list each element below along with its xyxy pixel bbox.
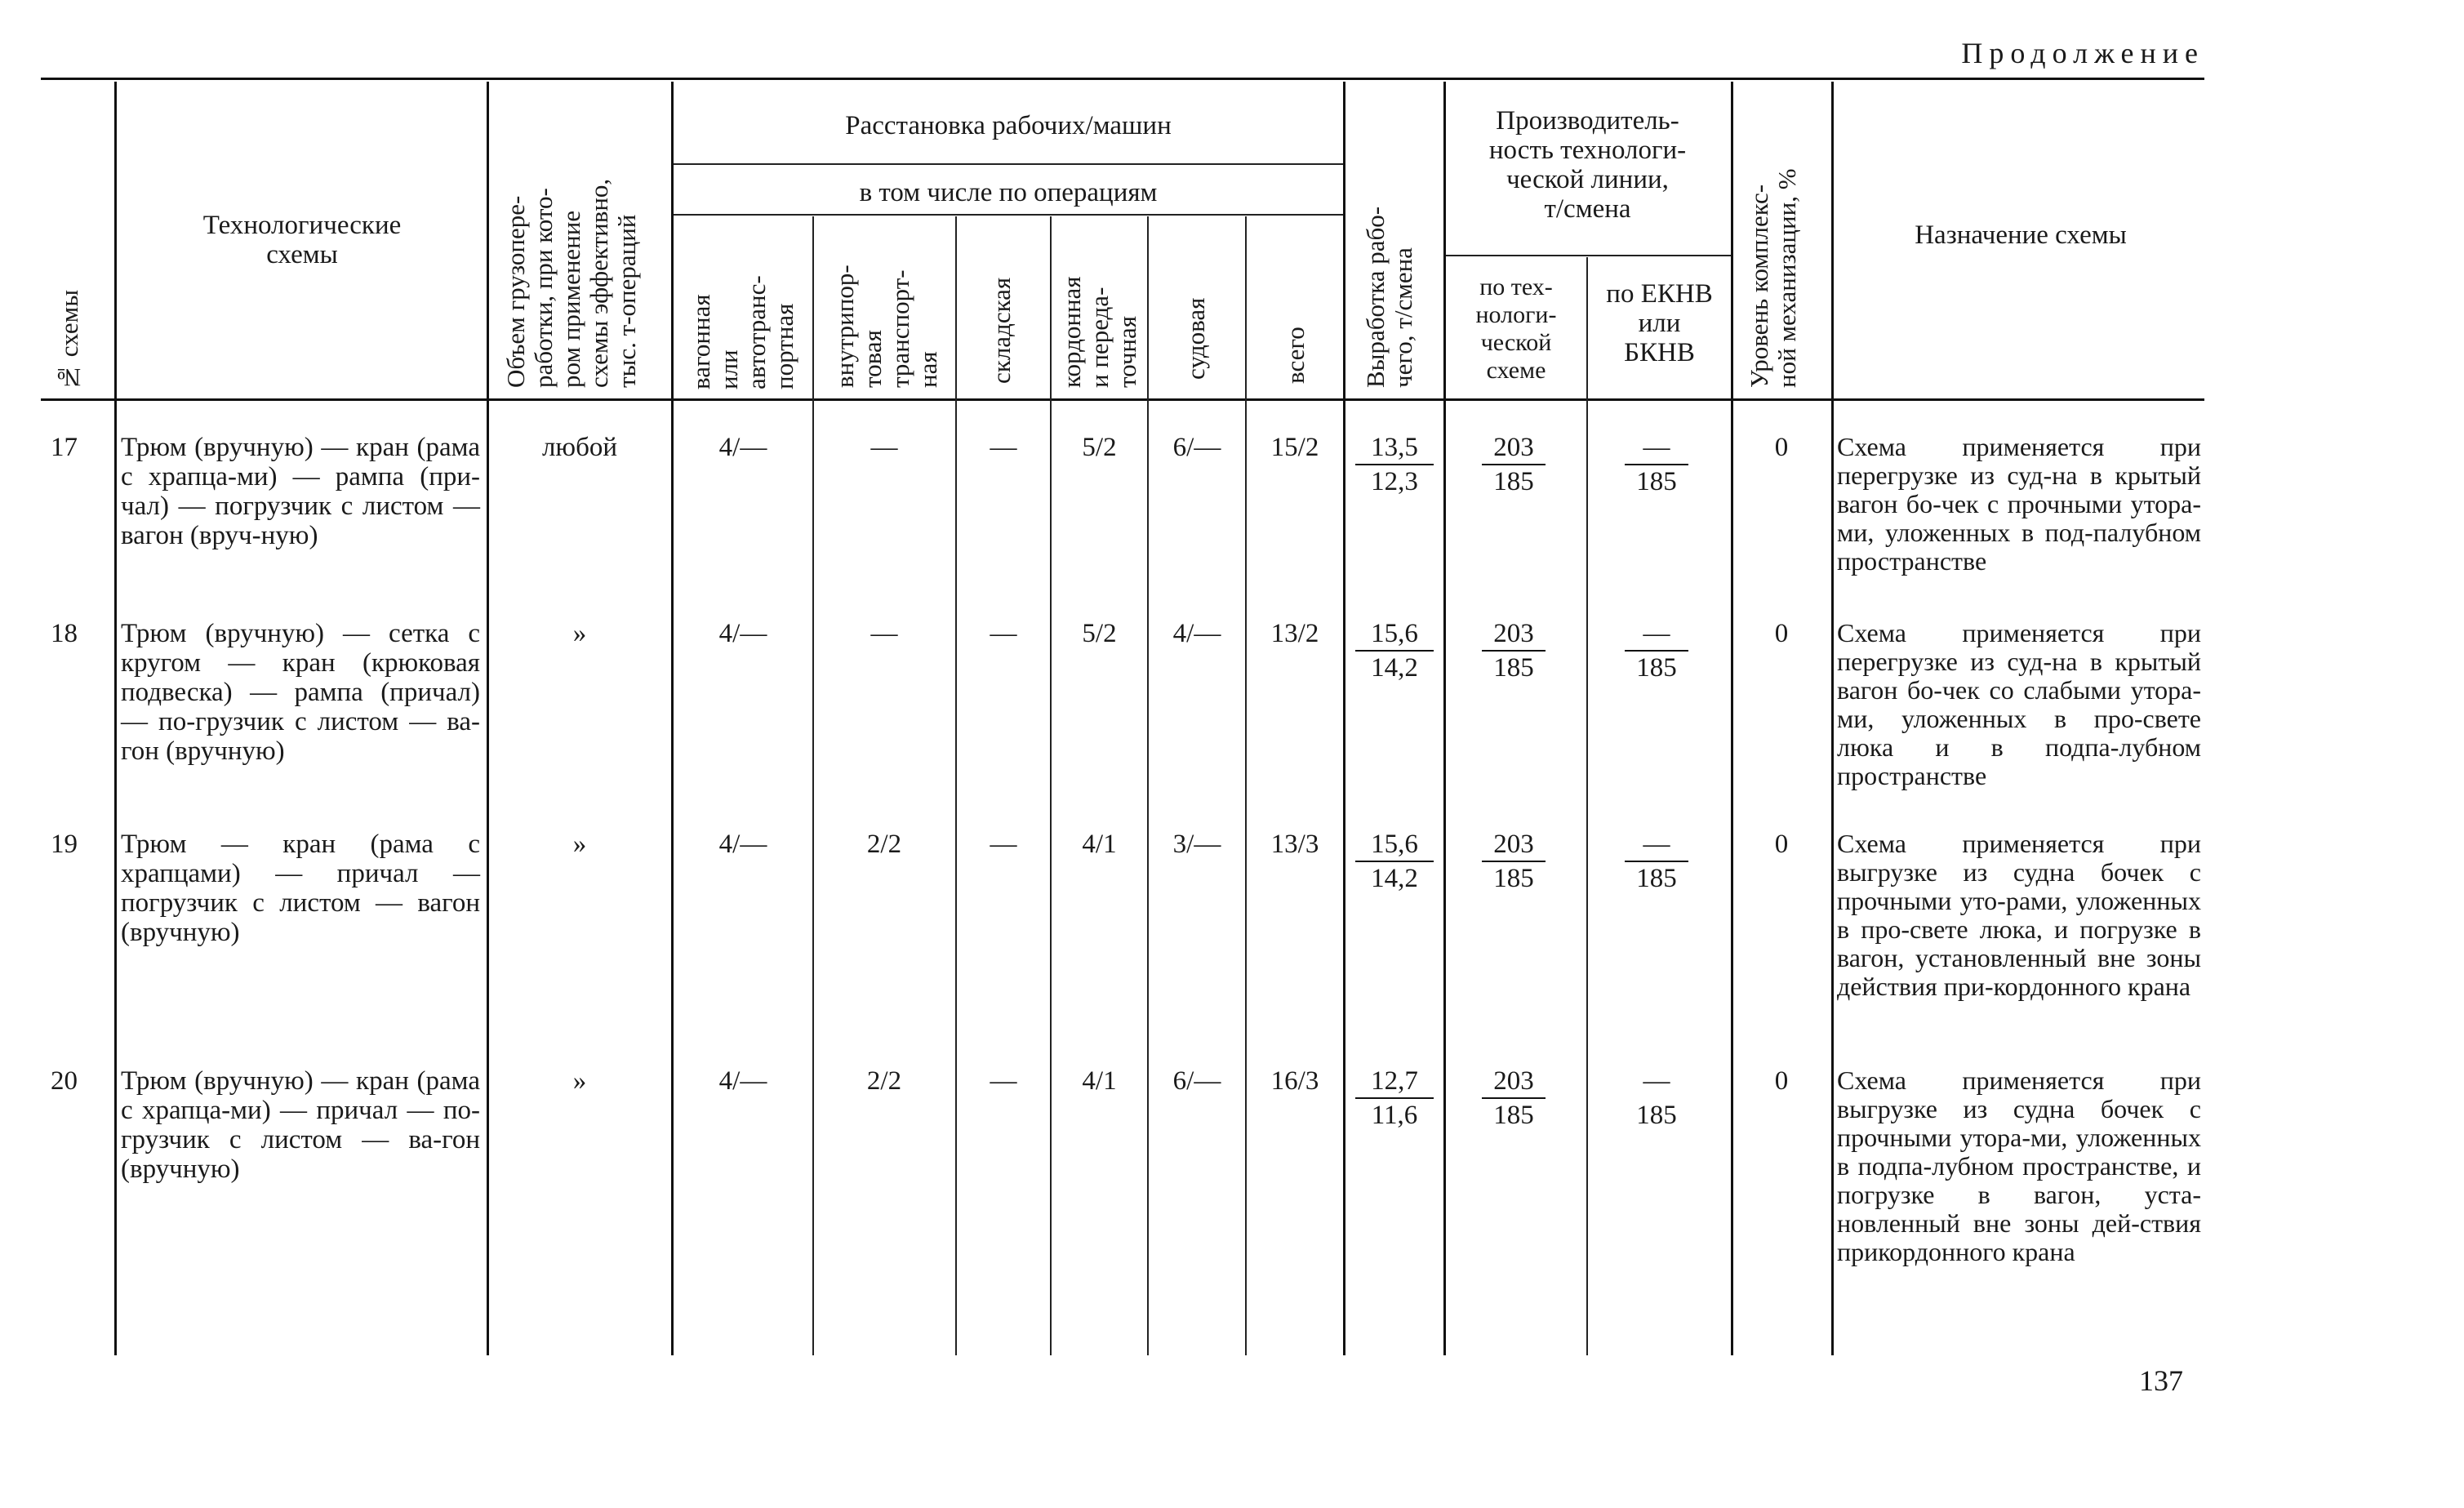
row-mech: 0 bbox=[1774, 433, 1789, 462]
row-internal: 2/2 bbox=[866, 830, 902, 859]
row-scheme: Трюм — кран (рама с храпцами) — причал — погрузчик с листом — вагон (вручную) bbox=[121, 830, 480, 947]
col-rule bbox=[1050, 216, 1052, 1355]
productivity-bottom: 185 bbox=[1493, 467, 1534, 496]
row-wagon: 4/— bbox=[718, 830, 767, 859]
row-internal: — bbox=[870, 619, 898, 648]
row-productivity bbox=[1482, 828, 1546, 895]
header-mech-level: Уровень комплекс- ной механизации, % bbox=[1745, 168, 1801, 388]
row-ekhv bbox=[1625, 431, 1688, 498]
ekhv-bottom: 185 bbox=[1636, 467, 1677, 496]
row-productivity bbox=[1482, 1065, 1546, 1132]
row-total: 15/2 bbox=[1270, 433, 1319, 462]
row-warehouse: — bbox=[990, 1066, 1017, 1096]
col-rule bbox=[812, 216, 814, 1355]
col-rule bbox=[955, 216, 957, 1355]
row-cordon: 5/2 bbox=[1082, 433, 1117, 462]
row-wagon: 4/— bbox=[718, 433, 767, 462]
header-by-ekhv: по ЕКНВ или БКНВ bbox=[1606, 279, 1713, 367]
row-ship: 6/— bbox=[1172, 433, 1221, 462]
productivity-bottom: 185 bbox=[1493, 864, 1534, 893]
operations-subrule bbox=[674, 214, 1343, 216]
row-purpose: Схема применяется при перегрузке из суд-на в крытый вагон бо-чек со слабыми утора-ми, уложенных в про-свете люка и в подпа-лубном пространстве bbox=[1837, 618, 2201, 790]
header-productivity: Производитель- ность технологи- ческой линии, т/смена bbox=[1488, 106, 1687, 224]
header-volume: Объем грузопере- работки, при кото- ром применение схемы эффективно, тыс. т-операций bbox=[501, 178, 641, 388]
row-cordon: 5/2 bbox=[1082, 619, 1117, 648]
row-wagon: 4/— bbox=[718, 1066, 767, 1096]
row-warehouse: — bbox=[990, 433, 1017, 462]
row-no: 20 bbox=[51, 1066, 78, 1096]
row-volume: » bbox=[572, 1066, 587, 1096]
header-cordon: кордонная и переда- точная bbox=[1057, 276, 1141, 388]
output-bottom: 11,6 bbox=[1371, 1101, 1418, 1130]
placement-subrule bbox=[674, 163, 1343, 165]
output-bottom: 12,3 bbox=[1371, 467, 1418, 496]
ekhv-bottom: 185 bbox=[1636, 653, 1677, 683]
header-warehouse: складская bbox=[987, 277, 1016, 384]
row-warehouse: — bbox=[990, 830, 1017, 859]
row-no: 17 bbox=[51, 433, 78, 462]
row-ship: 6/— bbox=[1172, 1066, 1221, 1096]
row-mech: 0 bbox=[1774, 1066, 1789, 1096]
output-top: 15,6 bbox=[1355, 828, 1434, 862]
row-purpose: Схема применяется при выгрузке из судна бочек с прочными уто-рами, уложенных в про-свете люка, и погрузке в вагон, установленный вне зоны действия при-кордонного крана bbox=[1837, 829, 2201, 1001]
header-wagon: вагонная или автотранс- портная bbox=[687, 275, 798, 389]
productivity-top: 203 bbox=[1482, 1065, 1546, 1099]
row-scheme: Трюм (вручную) — сетка с кругом — кран (крюковая подвеска) — рампа (причал) — по-грузчик с листом — ва-гон (вручную) bbox=[121, 619, 480, 766]
header-internal: внутрипор- товая транспорт- ная bbox=[830, 265, 942, 388]
col-rule bbox=[487, 82, 489, 1355]
row-output bbox=[1355, 431, 1434, 498]
ekhv-top: — bbox=[1625, 828, 1688, 862]
row-total: 16/3 bbox=[1270, 1066, 1319, 1096]
row-purpose: Схема применяется при выгрузке из судна бочек с прочными утора-ми, уложенных в подпа-лубном пространстве, и погрузке в вагон, уста-новленный вне зоны дей-ствия прикордонного крана bbox=[1837, 1065, 2201, 1266]
output-top: 13,5 bbox=[1355, 431, 1434, 465]
header-purpose: Назначение схемы bbox=[1915, 220, 2127, 250]
row-volume: » bbox=[572, 619, 587, 648]
header-output: Выработка рабо- чего, т/смена bbox=[1361, 206, 1417, 388]
row-mech: 0 bbox=[1774, 619, 1789, 648]
productivity-top: 203 bbox=[1482, 617, 1546, 652]
col-rule bbox=[114, 82, 117, 1355]
continuation-label: Продолжение bbox=[1961, 37, 2204, 69]
col-rule bbox=[1731, 82, 1733, 1355]
col-rule bbox=[1245, 216, 1247, 1355]
col-rule bbox=[1443, 82, 1446, 1355]
row-warehouse: — bbox=[990, 619, 1017, 648]
row-volume: любой bbox=[541, 433, 618, 462]
header-by-operations: в том числе по операциям bbox=[859, 178, 1158, 207]
row-cordon: 4/1 bbox=[1082, 1066, 1117, 1096]
header-total: всего bbox=[1281, 327, 1310, 384]
row-mech: 0 bbox=[1774, 830, 1789, 859]
ekhv-dash-glyph: — bbox=[1643, 1066, 1670, 1096]
productivity-top: 203 bbox=[1482, 828, 1546, 862]
productivity-bottom: 185 bbox=[1493, 653, 1534, 683]
ekhv-bottom: 185 bbox=[1636, 864, 1677, 893]
row-output bbox=[1355, 828, 1434, 895]
header-placement: Расстановка рабочих/машин bbox=[845, 111, 1172, 140]
row-purpose: Схема применяется при перегрузке из суд-на в крытый вагон бо-чек с прочными утора-ми, уложенных в под-палубном пространстве bbox=[1837, 432, 2201, 576]
col-rule bbox=[1343, 82, 1345, 1355]
row-cordon: 4/1 bbox=[1082, 830, 1117, 859]
ekhv-top: — bbox=[1625, 617, 1688, 652]
header-scheme-no: № схемы bbox=[55, 289, 83, 392]
row-output bbox=[1355, 617, 1434, 684]
row-wagon: 4/— bbox=[718, 619, 767, 648]
col-rule bbox=[671, 82, 674, 1355]
row-ship: 3/— bbox=[1172, 830, 1221, 859]
row-output bbox=[1355, 1065, 1434, 1132]
row-internal: 2/2 bbox=[866, 1066, 902, 1096]
table-top-rule bbox=[41, 78, 2204, 80]
header-by-tech: по тех- нологи- ческой схеме bbox=[1475, 274, 1557, 384]
output-top: 12,7 bbox=[1355, 1065, 1434, 1099]
header-tech-schemes: Технологические схемы bbox=[202, 211, 402, 269]
col-rule bbox=[1147, 216, 1149, 1355]
output-bottom: 14,2 bbox=[1371, 864, 1418, 893]
row-total: 13/3 bbox=[1270, 830, 1319, 859]
page-number: 137 bbox=[2139, 1364, 2183, 1397]
header-bottom-rule bbox=[41, 398, 2204, 401]
productivity-subrule bbox=[1443, 255, 1731, 256]
productivity-top: 203 bbox=[1482, 431, 1546, 465]
row-ship: 4/— bbox=[1172, 619, 1221, 648]
col-rule bbox=[1586, 257, 1588, 1355]
row-productivity bbox=[1482, 617, 1546, 684]
row-productivity bbox=[1482, 431, 1546, 498]
row-scheme: Трюм (вручную) — кран (рама с храпца-ми) — причал — по-грузчик с листом — ва-гон (вручную) bbox=[121, 1066, 480, 1184]
row-scheme: Трюм (вручную) — кран (рама с храпца-ми) — рампа (при-чал) — погрузчик с листом — вагон (вруч-ную) bbox=[121, 433, 480, 550]
row-internal: — bbox=[870, 433, 898, 462]
row-total: 13/2 bbox=[1270, 619, 1319, 648]
header-ship: судовая bbox=[1181, 297, 1210, 380]
productivity-bottom: 185 bbox=[1493, 1101, 1534, 1130]
row-no: 18 bbox=[51, 619, 78, 648]
row-no: 19 bbox=[51, 830, 78, 859]
output-bottom: 14,2 bbox=[1371, 653, 1418, 683]
row-volume: » bbox=[572, 830, 587, 859]
row-ekhv bbox=[1625, 617, 1688, 684]
col-rule bbox=[1831, 82, 1834, 1355]
ekhv-top: — bbox=[1625, 431, 1688, 465]
row-ekhv bbox=[1625, 828, 1688, 895]
row-ekhv-bottom: 185 bbox=[1636, 1101, 1677, 1130]
output-top: 15,6 bbox=[1355, 617, 1434, 652]
